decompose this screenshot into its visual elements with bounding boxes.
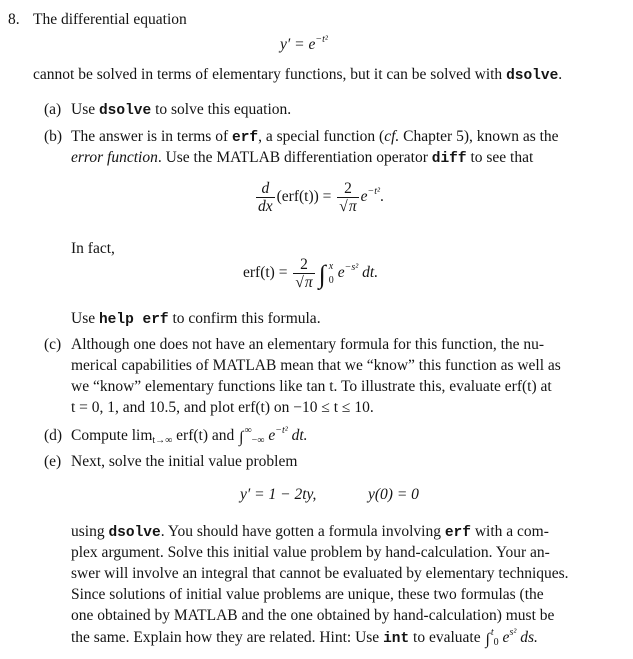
erf-e: e xyxy=(337,264,345,282)
equation-erf-def xyxy=(243,256,378,291)
erf-lhs: erf(t) = xyxy=(243,264,288,282)
e-l1-code2: erf xyxy=(444,525,471,541)
part-c-line2: merical capabilities of MATLAB mean that we “know” this function as well as xyxy=(71,357,561,374)
part-b-l2-it: error function xyxy=(71,149,158,166)
ivp-left: y′ = 1 − 2ty, xyxy=(240,486,317,503)
eq-main-exp: −t² xyxy=(315,34,328,45)
d-int-lower: −∞ xyxy=(251,435,265,446)
e-int-lower: 0 xyxy=(493,637,499,648)
part-e-label: (e) xyxy=(44,453,62,470)
part-d-pre: Compute lim xyxy=(71,427,153,444)
in-fact: In fact, xyxy=(71,240,115,257)
erf-exp: −s² xyxy=(344,262,359,274)
help-line xyxy=(71,309,321,330)
part-b-l2-code: diff xyxy=(431,151,467,167)
d-exp: −t² xyxy=(275,425,288,436)
deriv-e: e xyxy=(360,188,368,206)
part-e-line1: Next, solve the initial value problem xyxy=(71,453,298,470)
e-last-pre: the same. Explain how they are related. Hint: Use xyxy=(71,629,384,646)
part-b-l1-mid: , a special function ( xyxy=(258,128,385,145)
lim-sub: t→∞ xyxy=(152,435,173,446)
eq-main-lhs: y′ = e xyxy=(280,36,316,53)
e-l1-mid: . You should have gotten a formula involving xyxy=(160,523,445,540)
part-e-line6: one obtained by MATLAB and the one obtained by hand-calculation) must be xyxy=(71,607,555,624)
part-b-l1-cf: cf. xyxy=(384,128,400,145)
d-e: e xyxy=(268,427,276,444)
part-b-l1-code: erf xyxy=(232,130,259,146)
erf-limits xyxy=(329,260,334,288)
two-over-sqrtpi: $\frac{2}{√\pi}$ xyxy=(339,180,357,215)
deriv-fn: (erf(t)) = xyxy=(276,188,332,206)
deriv-exp: −t² xyxy=(367,186,380,198)
e-e: e xyxy=(502,629,510,646)
intro-end: . xyxy=(558,66,563,83)
e-int-upper: t xyxy=(490,627,494,638)
part-e-line7 xyxy=(71,628,538,650)
e-l1-post: with a com- xyxy=(470,523,549,540)
help-code: help erf xyxy=(98,312,169,328)
intro-text: cannot be solved in terms of elementary functions, but it can be solved with xyxy=(33,66,507,83)
e-last-code: int xyxy=(383,631,410,647)
erf-two: 2 xyxy=(293,256,314,274)
e-l1-code: dsolve xyxy=(108,525,161,541)
equation-main xyxy=(280,36,328,54)
part-c-line3: we “know” elementary functions like tan t. To illustrate this, evaluate erf(t) at xyxy=(71,378,552,395)
part-a-post: to solve this equation. xyxy=(151,101,292,118)
part-d-label: (d) xyxy=(44,427,63,444)
part-e-line5: Since solutions of initial value problems are unique, these two formulas (the xyxy=(71,586,544,603)
part-e-line4: swer will involve an integral that cannot be evaluated by elementary techniques. xyxy=(71,565,569,582)
erf-dt: dt. xyxy=(362,264,379,282)
erf-frac: $\frac{2}{√\pi}$ xyxy=(295,256,313,291)
part-b-l1-post: Chapter 5), known as the xyxy=(399,128,559,145)
equation-ivp-right xyxy=(368,486,419,504)
e-exp: s² xyxy=(509,627,517,638)
part-b-l2-mid: . Use the MATLAB differentiation operator xyxy=(157,149,432,166)
frac-pi: π xyxy=(348,198,357,215)
part-e-line3: plex argument. Solve this initial value problem by hand-calculation. Your an- xyxy=(71,544,550,561)
part-b-l2-post: to see that xyxy=(466,149,534,166)
equation-ivp-left xyxy=(240,486,316,504)
frac-two: 2 xyxy=(337,180,358,198)
equation-derivative xyxy=(254,180,384,215)
part-a-text xyxy=(71,100,291,121)
integral-sign-hint: ∫ xyxy=(485,631,490,648)
problem-title: The differential equation xyxy=(33,11,187,28)
e-last-mid: to evaluate xyxy=(409,629,485,646)
intro-line xyxy=(33,65,562,86)
part-b-l1-pre: The answer is in terms of xyxy=(71,128,232,145)
part-b-line2 xyxy=(71,148,533,169)
erf-lower: 0 xyxy=(328,274,334,286)
part-c-line1: Although one does not have an elementary formula for this function, the nu- xyxy=(71,336,545,353)
part-c-line4: t = 0, 1, and 10.5, and plot erf(t) on −10 ≤ t ≤ 10. xyxy=(71,399,374,416)
erf-upper: x xyxy=(328,260,334,272)
part-a-label: (a) xyxy=(44,101,62,118)
problem-number: 8. xyxy=(8,11,20,28)
deriv-den: dx xyxy=(258,198,273,215)
part-d-mid: erf(t) and xyxy=(172,427,239,444)
help-post: to confirm this formula. xyxy=(168,310,321,327)
help-pre: Use xyxy=(71,310,99,327)
d-post: dt. xyxy=(287,427,308,444)
deriv-end: . xyxy=(380,188,384,206)
e-last-post: ds. xyxy=(516,629,538,646)
part-e-line2 xyxy=(71,522,549,543)
deriv-frac xyxy=(256,180,275,215)
deriv-num: d xyxy=(256,180,275,198)
integral-sign-small: ∫ xyxy=(239,429,244,446)
intro-code: dsolve xyxy=(506,68,559,84)
ivp-right: y(0) = 0 xyxy=(368,486,419,503)
d-int-upper: ∞ xyxy=(244,425,252,436)
part-a-code: dsolve xyxy=(98,103,152,119)
e-l1-pre: using xyxy=(71,523,109,540)
part-c-label: (c) xyxy=(44,336,62,353)
part-b-line1 xyxy=(71,127,559,148)
integral-sign: ∫ xyxy=(318,260,326,290)
part-d-text xyxy=(71,426,308,448)
erf-pi: π xyxy=(304,274,313,291)
part-a-pre: Use xyxy=(71,101,99,118)
part-b-label: (b) xyxy=(44,128,63,145)
